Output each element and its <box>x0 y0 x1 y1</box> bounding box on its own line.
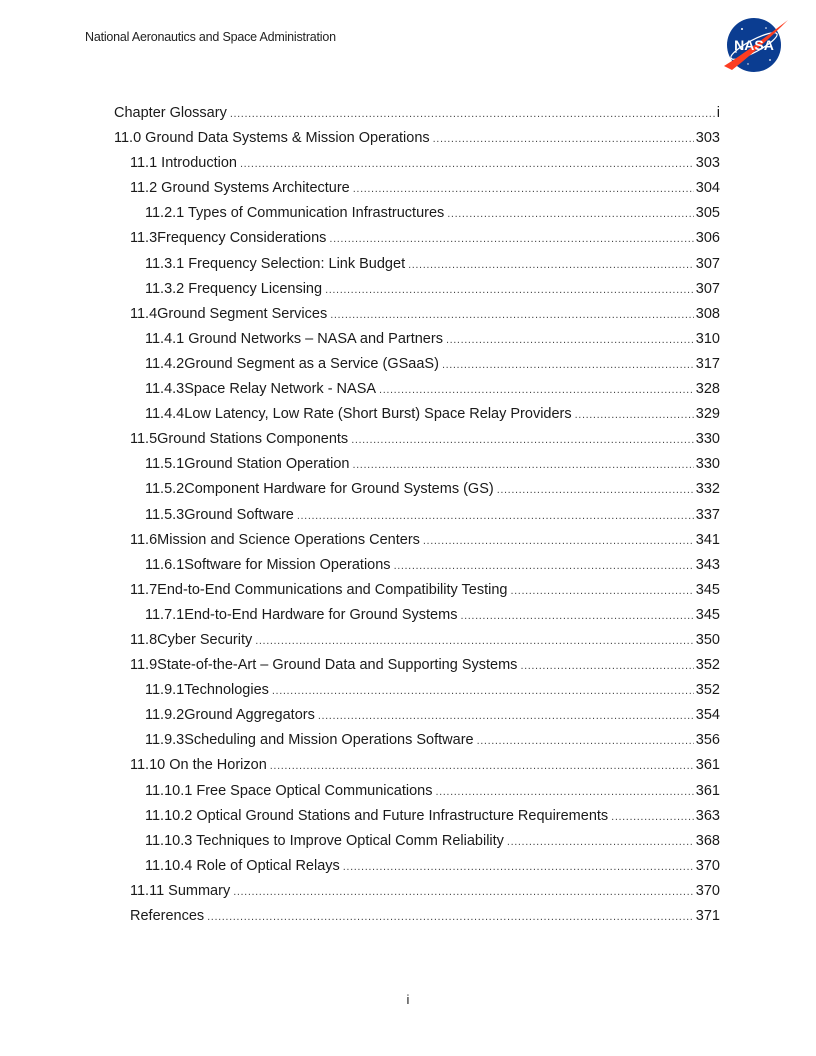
toc-title: 11.2 Ground Systems Architecture <box>130 180 350 197</box>
toc-number: 11.5.1 <box>145 456 185 473</box>
toc-entry[interactable] <box>114 478 720 503</box>
toc-number: 11.7 <box>130 581 158 598</box>
toc-title: 11.3.2 Frequency Licensing <box>145 280 323 297</box>
toc-title: Component Hardware for Ground Systems (GS) <box>184 481 494 498</box>
toc-number: 11.9.2 <box>145 707 185 724</box>
toc-entry[interactable] <box>114 754 720 779</box>
toc-leader <box>433 128 694 150</box>
toc-leader <box>507 831 694 853</box>
toc-title: Low Latency, Low Rate (Short Burst) Space Relay Providers <box>184 406 572 423</box>
toc-page: 370 <box>695 857 720 874</box>
toc-title: Ground Software <box>184 506 294 523</box>
toc-entry[interactable] <box>114 202 720 227</box>
toc-leader <box>240 153 694 175</box>
toc-number: 11.4 <box>130 305 158 322</box>
toc-title: Chapter Glossary <box>114 105 227 121</box>
toc-page: 361 <box>695 757 720 774</box>
toc-page: 354 <box>695 707 720 724</box>
toc-page: 343 <box>695 556 720 573</box>
toc-entry[interactable] <box>114 403 720 428</box>
toc-leader <box>230 103 715 125</box>
nasa-logo <box>722 16 790 74</box>
toc-entry[interactable] <box>114 378 720 403</box>
toc-leader <box>343 856 694 878</box>
toc-title: 11.1 Introduction <box>130 155 237 172</box>
toc-leader <box>351 429 694 451</box>
toc-entry[interactable] <box>114 855 720 880</box>
toc-entry[interactable] <box>114 504 720 529</box>
toc-page: 307 <box>695 255 720 272</box>
toc-title: Scheduling and Mission Operations Software <box>184 732 474 749</box>
toc-page: 330 <box>695 431 720 448</box>
toc-page: 361 <box>695 782 720 799</box>
toc-entry[interactable] <box>114 729 720 754</box>
toc-entry[interactable] <box>114 654 720 679</box>
toc-leader <box>435 781 693 803</box>
toc-title: Space Relay Network - NASA <box>184 381 377 398</box>
toc-entry[interactable] <box>114 127 720 152</box>
toc-entry[interactable] <box>114 805 720 830</box>
toc-page: 352 <box>695 682 720 699</box>
toc-page: 345 <box>695 606 720 623</box>
toc-entry[interactable] <box>114 579 720 604</box>
toc-number: 11.5.2 <box>145 481 185 498</box>
toc-page: 304 <box>695 180 720 197</box>
toc-entry[interactable] <box>114 880 720 905</box>
toc-leader <box>318 705 694 727</box>
toc-page: 352 <box>695 657 720 674</box>
toc-leader <box>297 505 694 527</box>
toc-number: 11.4.4 <box>145 406 185 423</box>
toc-number: 11.9.1 <box>145 682 185 699</box>
toc-entry[interactable] <box>114 554 720 579</box>
toc-entry[interactable] <box>114 679 720 704</box>
page-number: i <box>406 992 410 1007</box>
toc-page: 350 <box>695 631 720 648</box>
toc-title: Ground Aggregators <box>184 707 315 724</box>
toc-entry[interactable] <box>114 278 720 303</box>
toc-leader <box>497 479 694 501</box>
toc-entry[interactable] <box>114 905 720 930</box>
toc-title: State-of-the-Art – Ground Data and Supporting Systems <box>157 657 518 674</box>
toc-page: 332 <box>695 481 720 498</box>
toc-entry[interactable] <box>114 704 720 729</box>
toc-leader <box>520 655 693 677</box>
toc-title: Frequency Considerations <box>157 230 327 247</box>
toc-title: 11.2.1 Types of Communication Infrastructures <box>145 205 445 222</box>
toc-title: 11.10 On the Horizon <box>130 757 267 774</box>
toc-title: Ground Segment Services <box>157 305 328 322</box>
toc-entry[interactable] <box>114 529 720 554</box>
toc-number: 11.5.3 <box>145 506 185 523</box>
toc-page: 306 <box>695 230 720 247</box>
toc-page: 329 <box>695 406 720 423</box>
toc-leader <box>270 755 694 777</box>
toc-title: 11.10.1 Free Space Optical Communications <box>145 782 433 799</box>
toc-leader <box>353 178 694 200</box>
toc-leader <box>477 730 694 752</box>
toc-page: i <box>716 105 720 121</box>
toc-title: References <box>130 908 205 924</box>
toc-page: 370 <box>695 882 720 899</box>
toc-page: 337 <box>695 506 720 523</box>
toc-number: 11.8 <box>130 631 158 648</box>
toc-page: 368 <box>695 832 720 849</box>
toc-entry[interactable] <box>114 177 720 202</box>
toc-page: 363 <box>695 807 720 824</box>
toc-number: 11.6 <box>130 531 158 548</box>
toc-leader <box>353 454 694 476</box>
toc-page: 310 <box>695 330 720 347</box>
toc-entry[interactable] <box>114 604 720 629</box>
toc-title: 11.10.4 Role of Optical Relays <box>145 857 340 874</box>
toc-title: 11.10.3 Techniques to Improve Optical Comm Reliability <box>145 832 504 849</box>
toc-title: End-to-End Hardware for Ground Systems <box>184 606 458 623</box>
toc-entry[interactable] <box>114 253 720 278</box>
table-of-contents <box>114 102 720 930</box>
toc-leader <box>379 379 694 401</box>
toc-title: 11.4.1 Ground Networks – NASA and Partners <box>145 330 443 347</box>
toc-title: Software for Mission Operations <box>184 556 391 573</box>
agency-name: National Aeronautics and Space Administration <box>85 30 336 44</box>
toc-leader <box>272 680 694 702</box>
toc-entry[interactable] <box>114 303 720 328</box>
toc-number: 11.9.3 <box>145 732 185 749</box>
toc-title: Mission and Science Operations Centers <box>157 531 420 548</box>
toc-leader <box>575 404 694 426</box>
toc-entry[interactable] <box>114 152 720 177</box>
toc-leader <box>611 806 694 828</box>
toc-title: 11.3.1 Frequency Selection: Link Budget <box>145 255 406 272</box>
toc-number: 11.7.1 <box>145 606 185 623</box>
toc-page: 330 <box>695 456 720 473</box>
toc-page: 341 <box>695 531 720 548</box>
toc-number: 11.6.1 <box>145 556 185 573</box>
toc-leader <box>329 228 693 250</box>
nasa-logo-text: NASA <box>734 37 774 53</box>
toc-title: End-to-End Communications and Compatibility Testing <box>157 581 508 598</box>
toc-leader <box>460 605 693 627</box>
toc-page: 305 <box>695 205 720 222</box>
toc-entry[interactable] <box>114 780 720 805</box>
toc-leader <box>510 580 693 602</box>
toc-leader <box>330 304 694 326</box>
toc-leader <box>233 881 694 903</box>
toc-title: Cyber Security <box>157 631 253 648</box>
toc-leader <box>394 555 694 577</box>
toc-leader <box>442 354 694 376</box>
toc-number: 11.4.3 <box>145 381 185 398</box>
toc-number: 11.3 <box>130 230 158 247</box>
toc-entry[interactable] <box>114 102 720 127</box>
toc-page: 303 <box>695 130 720 147</box>
toc-title: 11.11 Summary <box>130 882 231 899</box>
toc-page: 356 <box>695 732 720 749</box>
toc-page: 307 <box>695 280 720 297</box>
toc-entry[interactable] <box>114 453 720 478</box>
toc-title: 11.10.2 Optical Ground Stations and Future Infrastructure Requirements <box>145 807 609 824</box>
toc-number: 11.9 <box>130 657 158 674</box>
toc-number: 11.5 <box>130 431 158 448</box>
toc-page: 308 <box>695 305 720 322</box>
toc-leader <box>447 203 694 225</box>
toc-number: 11.4.2 <box>145 355 185 372</box>
toc-entry[interactable] <box>114 328 720 353</box>
toc-entry[interactable] <box>114 428 720 453</box>
toc-entry[interactable] <box>114 353 720 378</box>
toc-entry[interactable] <box>114 227 720 252</box>
toc-title: Ground Station Operation <box>184 456 350 473</box>
toc-leader <box>423 530 694 552</box>
toc-entry[interactable] <box>114 629 720 654</box>
toc-entry[interactable] <box>114 830 720 855</box>
toc-page: 328 <box>695 381 720 398</box>
toc-leader <box>408 254 694 276</box>
toc-page: 345 <box>695 581 720 598</box>
toc-leader <box>325 279 694 301</box>
toc-page: 371 <box>695 908 720 924</box>
toc-leader <box>255 630 694 652</box>
toc-title: Ground Segment as a Service (GSaaS) <box>184 355 439 372</box>
toc-title: Ground Stations Components <box>157 431 349 448</box>
toc-title: Technologies <box>184 682 269 699</box>
toc-leader <box>207 906 694 928</box>
toc-page: 303 <box>695 155 720 172</box>
toc-leader <box>446 329 694 351</box>
toc-page: 317 <box>695 355 720 372</box>
toc-title: 11.0 Ground Data Systems & Mission Operations <box>114 130 430 147</box>
